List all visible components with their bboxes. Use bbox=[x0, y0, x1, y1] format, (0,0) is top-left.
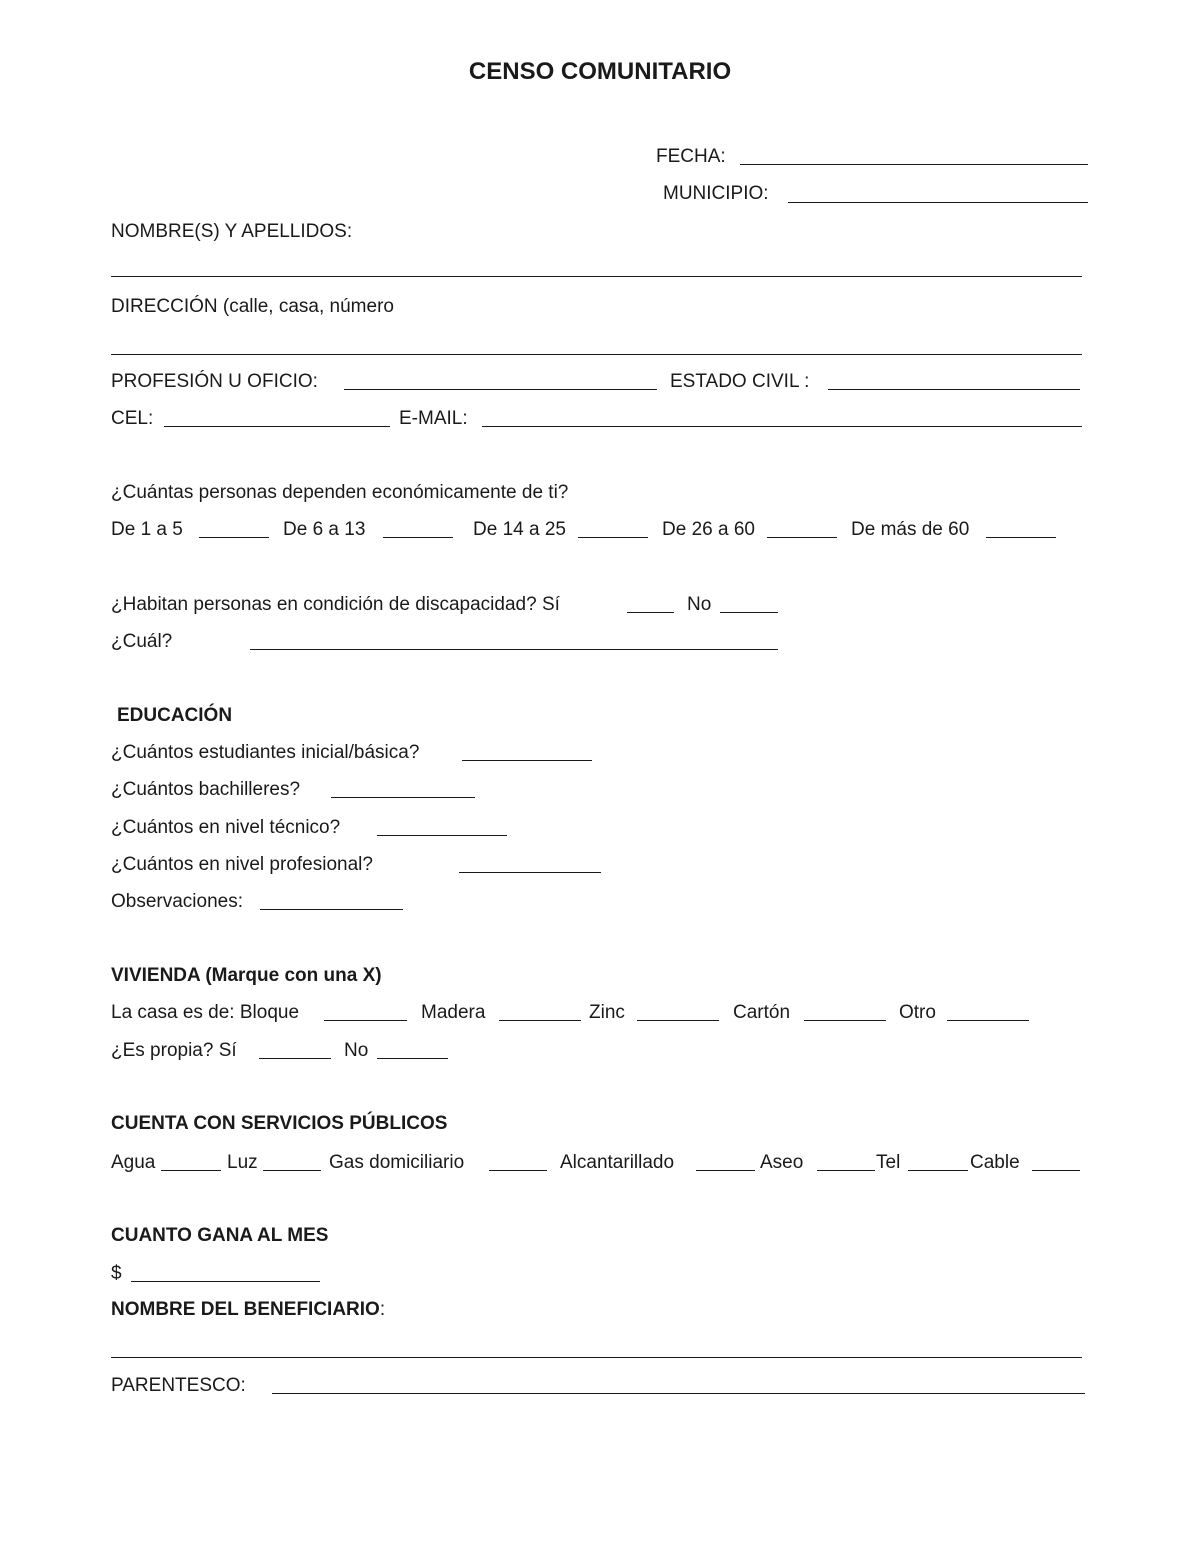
edu-bachilleres-field[interactable] bbox=[331, 797, 475, 798]
edu-observaciones-label: Observaciones: bbox=[111, 891, 244, 912]
discapacidad-si-field[interactable] bbox=[627, 612, 674, 613]
vivienda-casa-label: La casa es de: Bloque bbox=[111, 1002, 300, 1023]
edu-bachilleres-label: ¿Cuántos bachilleres? bbox=[111, 779, 301, 800]
servicio-gas-label: Gas domiciliario bbox=[329, 1152, 465, 1173]
edu-tecnico-label: ¿Cuántos en nivel técnico? bbox=[111, 817, 341, 838]
email-label: E-MAIL: bbox=[399, 408, 468, 429]
edu-profesional-label: ¿Cuántos en nivel profesional? bbox=[111, 854, 373, 875]
beneficiario-heading: NOMBRE DEL BENEFICIARIO bbox=[111, 1299, 380, 1320]
cel-label: CEL: bbox=[111, 408, 154, 429]
educacion-heading: EDUCACIÓN bbox=[117, 705, 233, 726]
edu-observaciones-field[interactable] bbox=[260, 909, 403, 910]
vivienda-zinc-field[interactable] bbox=[637, 1020, 719, 1021]
estado-civil-field[interactable] bbox=[828, 389, 1080, 390]
vivienda-madera-label: Madera bbox=[421, 1002, 486, 1023]
cual-field[interactable] bbox=[250, 649, 778, 650]
beneficiario-colon: : bbox=[379, 1299, 386, 1320]
vivienda-propia-no-field[interactable] bbox=[377, 1058, 448, 1059]
nombre-field[interactable] bbox=[111, 276, 1082, 277]
ingresos-field[interactable] bbox=[131, 1281, 320, 1282]
edu-profesional-field[interactable] bbox=[459, 872, 601, 873]
vivienda-madera-field[interactable] bbox=[499, 1020, 581, 1021]
parentesco-field[interactable] bbox=[272, 1393, 1085, 1394]
dependientes-question: ¿Cuántas personas dependen económicamente de ti? bbox=[111, 482, 569, 503]
estado-civil-label: ESTADO CIVIL : bbox=[670, 371, 810, 392]
edu-tecnico-field[interactable] bbox=[377, 835, 507, 836]
dep-26-60-field[interactable] bbox=[767, 537, 837, 538]
servicio-gas-field[interactable] bbox=[489, 1170, 547, 1171]
servicios-heading: CUENTA CON SERVICIOS PÚBLICOS bbox=[111, 1113, 448, 1134]
direccion-label: DIRECCIÓN (calle, casa, número bbox=[111, 296, 394, 317]
fecha-label: FECHA: bbox=[656, 146, 726, 167]
servicio-tel-field[interactable] bbox=[908, 1170, 968, 1171]
dep-1-5-field[interactable] bbox=[199, 537, 269, 538]
dep-1-5-label: De 1 a 5 bbox=[111, 519, 183, 540]
beneficiario-heading-row bbox=[111, 1298, 385, 1322]
form-title: CENSO COMUNITARIO bbox=[468, 58, 732, 85]
dep-14-25-field[interactable] bbox=[578, 537, 648, 538]
discapacidad-question: ¿Habitan personas en condición de discapacidad? Sí bbox=[111, 594, 560, 615]
dep-14-25-label: De 14 a 25 bbox=[473, 519, 566, 540]
servicio-aseo-label: Aseo bbox=[760, 1152, 804, 1173]
servicio-agua-label: Agua bbox=[111, 1152, 156, 1173]
profesion-label: PROFESIÓN U OFICIO: bbox=[111, 371, 318, 392]
dep-mas-60-field[interactable] bbox=[986, 537, 1056, 538]
ingresos-currency: $ bbox=[111, 1263, 122, 1284]
servicio-luz-label: Luz bbox=[227, 1152, 258, 1173]
vivienda-propia-si-field[interactable] bbox=[259, 1058, 331, 1059]
discapacidad-no-field[interactable] bbox=[720, 612, 778, 613]
email-field[interactable] bbox=[482, 426, 1082, 427]
ingresos-heading: CUANTO GANA AL MES bbox=[111, 1225, 329, 1246]
vivienda-carton-label: Cartón bbox=[733, 1002, 791, 1023]
dep-mas-60-label: De más de 60 bbox=[851, 519, 970, 540]
municipio-label: MUNICIPIO: bbox=[663, 183, 769, 204]
servicio-alcantarillado-label: Alcantarillado bbox=[560, 1152, 675, 1173]
nombre-label: NOMBRE(S) Y APELLIDOS: bbox=[111, 221, 353, 242]
vivienda-bloque-field[interactable] bbox=[324, 1020, 407, 1021]
fecha-field[interactable] bbox=[740, 164, 1088, 165]
vivienda-otro-field[interactable] bbox=[947, 1020, 1029, 1021]
vivienda-propia-no-label: No bbox=[344, 1040, 369, 1061]
discapacidad-no-label: No bbox=[687, 594, 712, 615]
vivienda-carton-field[interactable] bbox=[804, 1020, 886, 1021]
servicio-luz-field[interactable] bbox=[263, 1170, 321, 1171]
servicio-alcantarillado-field[interactable] bbox=[696, 1170, 755, 1171]
vivienda-heading: VIVIENDA (Marque con una X) bbox=[111, 965, 382, 986]
municipio-field[interactable] bbox=[788, 202, 1088, 203]
vivienda-zinc-label: Zinc bbox=[589, 1002, 625, 1023]
dep-26-60-label: De 26 a 60 bbox=[662, 519, 755, 540]
edu-inicial-field[interactable] bbox=[462, 760, 592, 761]
dep-6-13-label: De 6 a 13 bbox=[283, 519, 366, 540]
parentesco-label: PARENTESCO: bbox=[111, 1375, 246, 1396]
vivienda-propia-label: ¿Es propia? Sí bbox=[111, 1040, 237, 1061]
servicio-tel-label: Tel bbox=[876, 1152, 901, 1173]
cel-field[interactable] bbox=[164, 426, 390, 427]
edu-inicial-label: ¿Cuántos estudiantes inicial/básica? bbox=[111, 742, 420, 763]
servicio-aseo-field[interactable] bbox=[817, 1170, 875, 1171]
servicio-cable-field[interactable] bbox=[1032, 1170, 1080, 1171]
servicio-agua-field[interactable] bbox=[161, 1170, 221, 1171]
beneficiario-field[interactable] bbox=[111, 1357, 1082, 1358]
dep-6-13-field[interactable] bbox=[383, 537, 453, 538]
servicio-cable-label: Cable bbox=[970, 1152, 1020, 1173]
direccion-field[interactable] bbox=[111, 354, 1082, 355]
profesion-field[interactable] bbox=[344, 389, 657, 390]
vivienda-otro-label: Otro bbox=[899, 1002, 936, 1023]
cual-label: ¿Cuál? bbox=[111, 631, 173, 652]
